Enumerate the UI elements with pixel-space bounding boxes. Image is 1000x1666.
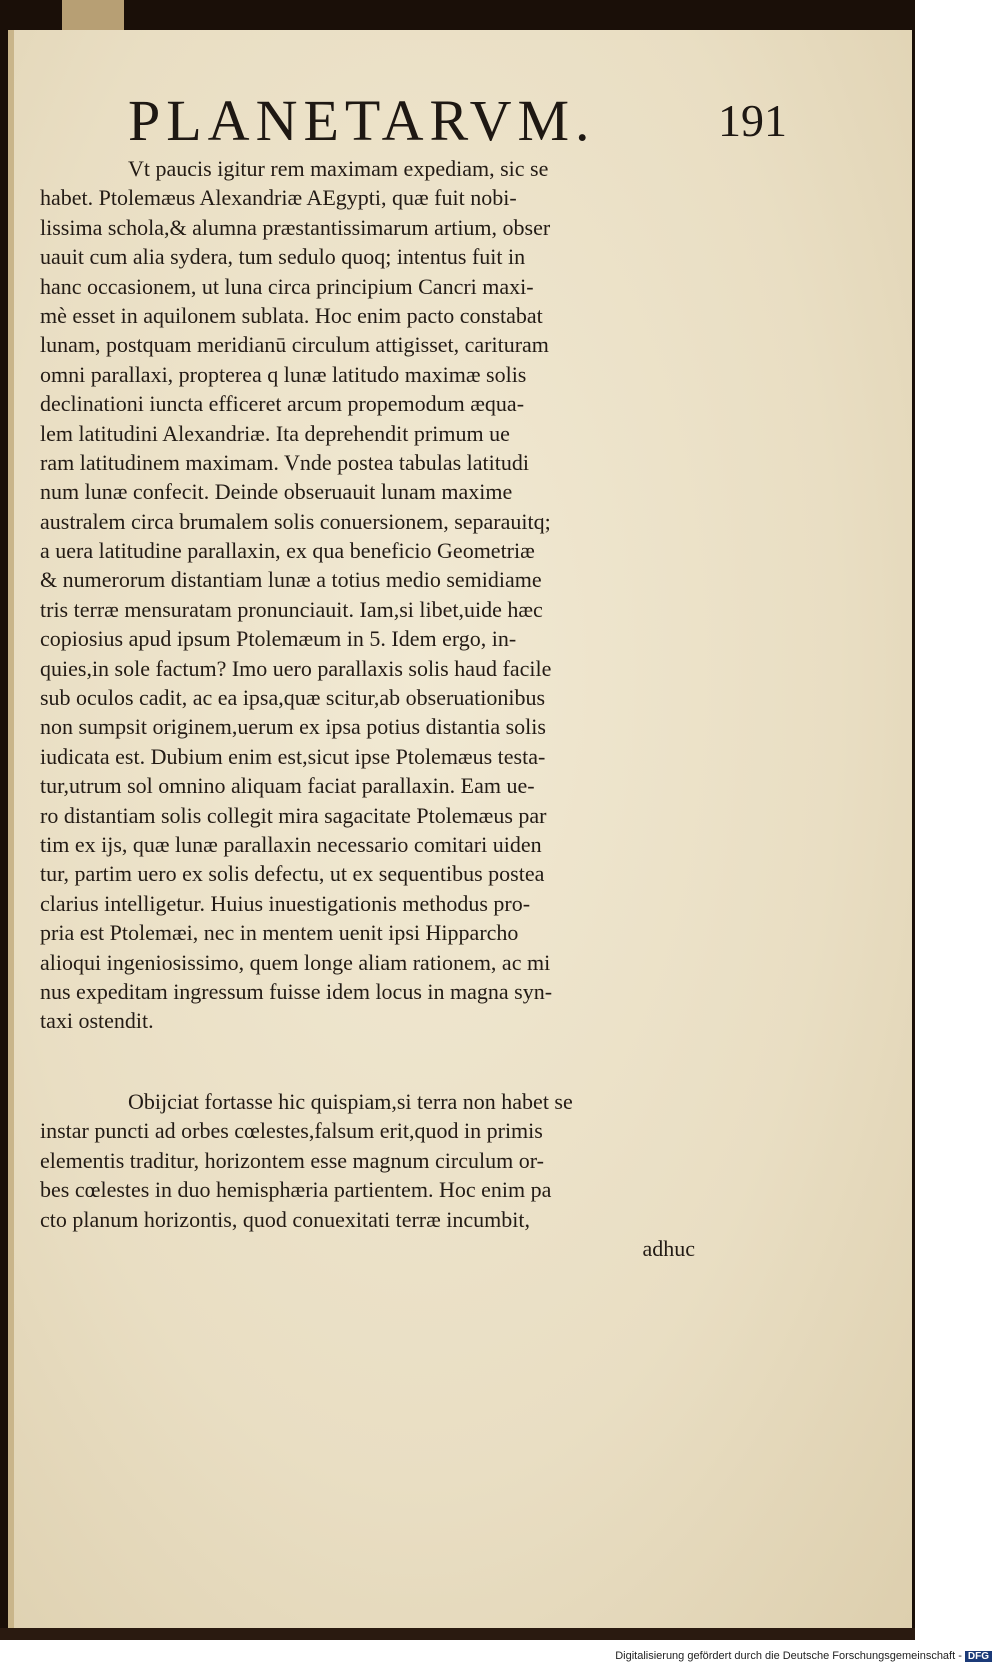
credit-text: Digitalisierung gefördert durch die Deutsche Forschungsgemeinschaft - [615,1650,962,1662]
text-line: mè esset in aquilonem sublata. Hoc enim pacto constabat [40,302,543,328]
text-line: Obijciat fortasse hic quispiam,si terra non habet se [128,1089,573,1114]
text-line: lem latitudini Alexandriæ. Ita deprehendit primum ue [40,420,510,446]
text-line: non sumpsit originem,uerum ex ipsa potius distantia solis [40,714,546,740]
text-line: tim ex ijs, quæ lunæ parallaxin necessario comitari uiden [40,831,542,857]
digitization-credit [615,1650,992,1662]
text-line: Vt paucis igitur rem maximam expediam, sic se [128,156,549,181]
text-line: australem circa brumalem solis conuersionem, separauitq; [40,508,551,534]
text-line: habet. Ptolemæus Alexandriæ AEgypti, quæ fuit nobi- [40,185,517,211]
text-line: bes cœlestes in duo hemisphæria partientem. Hoc enim pa [40,1177,552,1203]
text-line: alioqui ingeniosissimo, quem longe aliam rationem, ac mi [40,949,551,975]
text-line: cto planum horizontis, quod conuexitati terræ incumbit, [40,1206,531,1232]
page-number: 191 [718,95,787,146]
text-line: sub oculos cadit, ac ea ipsa,quæ scitur,ab obseruationibus [40,685,546,711]
text-line: a uera latitudine parallaxin, ex qua beneficio Geometriæ [40,538,535,564]
text-line: nus expeditam ingressum fuisse idem locus in magna syn- [40,978,553,1004]
page-edge-tab [62,0,124,30]
text-line: ram latitudinem maximam. Vnde postea tabulas latitudi [40,449,529,475]
text-line: quies,in sole factum? Imo uero parallaxis solis haud facile [40,655,552,681]
text-line: copiosius apud ipsum Ptolemæum in 5. Idem ergo, in- [40,626,517,652]
text-line: iudicata est. Dubium enim est,sicut ipse Ptolemæus testa- [40,743,546,769]
paragraph-1 [40,154,695,1036]
text-line: declinationi iuncta efficeret arcum propemodum æqua- [40,391,525,417]
text-line: uauit cum alia sydera, tum sedulo quoq; intentus fuit in [40,244,526,270]
text-line: omni parallaxi, propterea q lunæ latitudo maximæ solis [40,361,527,387]
text-line: hanc occasionem, ut luna circa principium Cancri maxi- [40,273,534,299]
text-line: clarius intelligetur. Huius inuestigationis methodus pro- [40,890,531,916]
text-line: tur,utrum sol omnino aliquam faciat parallaxin. Eam ue- [40,773,535,799]
text-line: num lunæ confecit. Deinde obseruauit lunam maxime [40,479,513,505]
text-line: ro distantiam solis collegit mira sagacitate Ptolemæus par [40,802,547,828]
scan-bottom-edge [0,1628,915,1640]
text-line: & numerorum distantiam lunæ a totius medio semidiame [40,567,542,593]
text-line: lissima schola,& alumna præstantissimarum artium, obser [40,214,551,240]
text-line: elementis traditur, horizontem esse magnum circulum or- [40,1147,544,1173]
paragraph-2 [40,1087,695,1263]
text-line: taxi ostendit. [40,1008,154,1034]
dfg-logo: DFG [965,1651,992,1662]
text-line: instar puncti ad orbes cœlestes,falsum erit,quod in primis [40,1118,543,1144]
running-head: PLANETARVM. [128,88,596,153]
text-line: pria est Ptolemæi, nec in mentem uenit ipsi Hipparcho [40,920,519,946]
text-line: tur, partim uero ex solis defectu, ut ex sequentibus postea [40,861,545,887]
text-line: lunam, postquam meridianū circulum attigisset, carituram [40,332,549,358]
text-line: tris terræ mensuratam pronunciauit. Iam,si libet,uide hæc [40,596,543,622]
catchword: adhuc [642,1235,695,1261]
